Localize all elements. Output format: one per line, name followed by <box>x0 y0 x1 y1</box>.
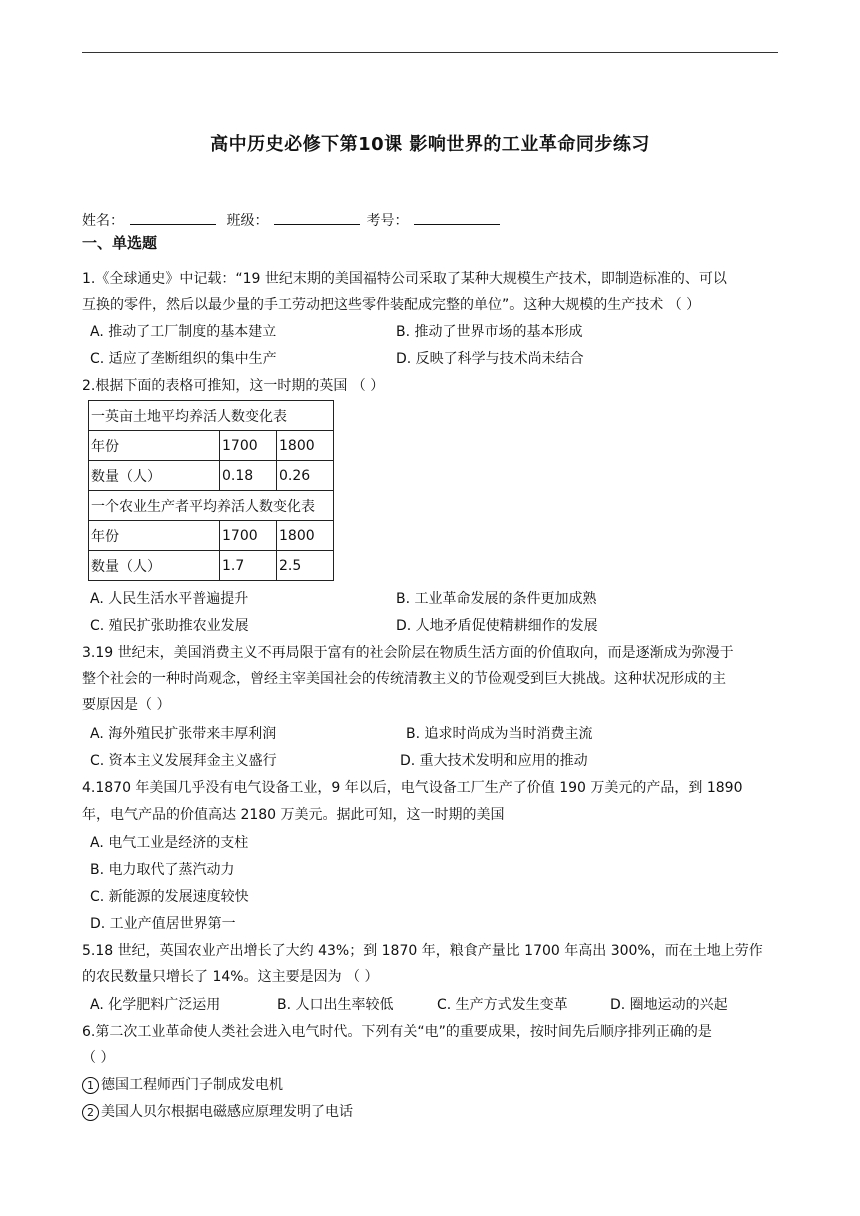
page-title: 高中历史必修下第10课 影响世界的工业革命同步练习 <box>210 134 650 155</box>
class-blank[interactable] <box>274 210 360 225</box>
table-cell: 0.26 <box>277 461 334 491</box>
q3-option-d[interactable]: D. 重大技术发明和应用的推动 <box>400 753 588 769</box>
table-cell-count-label: 数量（人） <box>89 551 220 581</box>
section-heading: 一、单选题 <box>82 234 158 252</box>
circled-number-1-icon: 1 <box>82 1077 99 1094</box>
q1-option-b[interactable]: B. 推动了世界市场的基本形成 <box>396 324 583 340</box>
table-title-1: 一英亩土地平均养活人数变化表 <box>89 401 334 431</box>
q1-stem-line1: 1.《全球通史》中记载：“19 世纪末期的美国福特公司采取了某种大规模生产技术，即制造标准的、可以 <box>82 271 727 287</box>
q5-option-a[interactable]: A. 化学肥料广泛运用 <box>90 997 221 1013</box>
q4-option-b[interactable]: B. 电力取代了蒸汽动力 <box>90 862 235 878</box>
q1-stem-line2: 互换的零件，然后以最少量的手工劳动把这些零件装配成完整的单位”。这种大规模的生产技术 （ ） <box>82 297 701 313</box>
table-cell: 0.18 <box>220 461 277 491</box>
name-blank[interactable] <box>130 210 216 225</box>
class-label: 班级： <box>226 213 269 229</box>
q5-option-c[interactable]: C. 生产方式发生变革 <box>437 997 568 1013</box>
table-row <box>89 491 334 521</box>
name-label: 姓名： <box>82 213 124 229</box>
table-cell: 1800 <box>277 431 334 461</box>
q2-option-c[interactable]: C. 殖民扩张助推农业发展 <box>90 618 249 634</box>
table-cell-year-label: 年份 <box>89 521 220 551</box>
q6-stem-line1: 6.第二次工业革命使人类社会进入电气时代。下列有关“电”的重要成果，按时间先后顺序排列正确的是 <box>82 1024 712 1040</box>
exam-number-label: 考号： <box>366 213 409 229</box>
q6-item-2 <box>82 1102 353 1122</box>
table-row <box>89 521 334 551</box>
q3-stem-line1: 3.19 世纪末，美国消费主义不再局限于富有的社会阶层在物质生活方面的价值取向，而是逐渐成为弥漫于 <box>82 645 734 661</box>
table-cell-count-label: 数量（人） <box>89 461 220 491</box>
q1-option-c[interactable]: C. 适应了垄断组织的集中生产 <box>90 351 277 367</box>
q4-stem-line1: 4.1870 年美国几乎没有电气设备工业，9 年以后，电气设备工厂生产了价值 190 万美元的产品，到 1890 <box>82 780 743 796</box>
table-row <box>89 461 334 491</box>
q2-option-d[interactable]: D. 人地矛盾促使精耕细作的发展 <box>396 618 598 634</box>
table-cell: 1700 <box>220 431 277 461</box>
q2-option-a[interactable]: A. 人民生活水平普遍提升 <box>90 591 249 607</box>
q6-stem-line2: （ ） <box>82 1050 115 1066</box>
q6-item-1-text: 德国工程师西门子制成发电机 <box>101 1077 283 1093</box>
q2-option-b[interactable]: B. 工业革命发展的条件更加成熟 <box>396 591 597 607</box>
q1-option-d[interactable]: D. 反映了科学与技术尚未结合 <box>396 351 584 367</box>
q3-stem-line2: 整个社会的一种时尚观念，曾经主宰美国社会的传统清教主义的节俭观受到巨大挑战。这种状况形成的主 <box>82 671 726 687</box>
q2-data-table <box>88 400 334 581</box>
q5-stem-line2: 的农民数量只增长了 14%。这主要是因为 （ ） <box>82 969 379 985</box>
q5-option-d[interactable]: D. 圈地运动的兴起 <box>610 997 728 1013</box>
q4-option-d[interactable]: D. 工业产值居世界第一 <box>90 916 236 932</box>
q6-item-1 <box>82 1075 283 1095</box>
q1-option-a[interactable]: A. 推动了工厂制度的基本建立 <box>90 324 277 340</box>
q5-stem-line1: 5.18 世纪，英国农业产出增长了大约 43%；到 1870 年，粮食产量比 1700 年高出 300%，而在土地上劳作 <box>82 943 763 959</box>
q5-option-b[interactable]: B. 人口出生率较低 <box>277 997 394 1013</box>
header-rule <box>82 52 778 53</box>
exam-number-blank[interactable] <box>414 210 500 225</box>
table-cell: 1800 <box>277 521 334 551</box>
q3-option-c[interactable]: C. 资本主义发展拜金主义盛行 <box>90 753 277 769</box>
q3-option-b[interactable]: B. 追求时尚成为当时消费主流 <box>406 726 593 742</box>
q6-item-2-text: 美国人贝尔根据电磁感应原理发明了电话 <box>101 1104 353 1120</box>
circled-number-2-icon: 2 <box>82 1104 99 1121</box>
q4-option-c[interactable]: C. 新能源的发展速度较快 <box>90 889 249 905</box>
table-cell-year-label: 年份 <box>89 431 220 461</box>
q3-stem-line3: 要原因是（ ） <box>82 697 171 713</box>
table-cell: 2.5 <box>277 551 334 581</box>
q4-option-a[interactable]: A. 电气工业是经济的支柱 <box>90 835 249 851</box>
student-info-row <box>82 210 506 231</box>
table-row <box>89 431 334 461</box>
table-cell: 1700 <box>220 521 277 551</box>
q4-stem-line2: 年，电气产品的价值高达 2180 万美元。据此可知，这一时期的美国 <box>82 807 505 823</box>
table-row <box>89 401 334 431</box>
table-title-2: 一个农业生产者平均养活人数变化表 <box>89 491 334 521</box>
table-cell: 1.7 <box>220 551 277 581</box>
q2-stem: 2.根据下面的表格可推知，这一时期的英国 （ ） <box>82 378 385 394</box>
q3-option-a[interactable]: A. 海外殖民扩张带来丰厚利润 <box>90 726 277 742</box>
table-row <box>89 551 334 581</box>
